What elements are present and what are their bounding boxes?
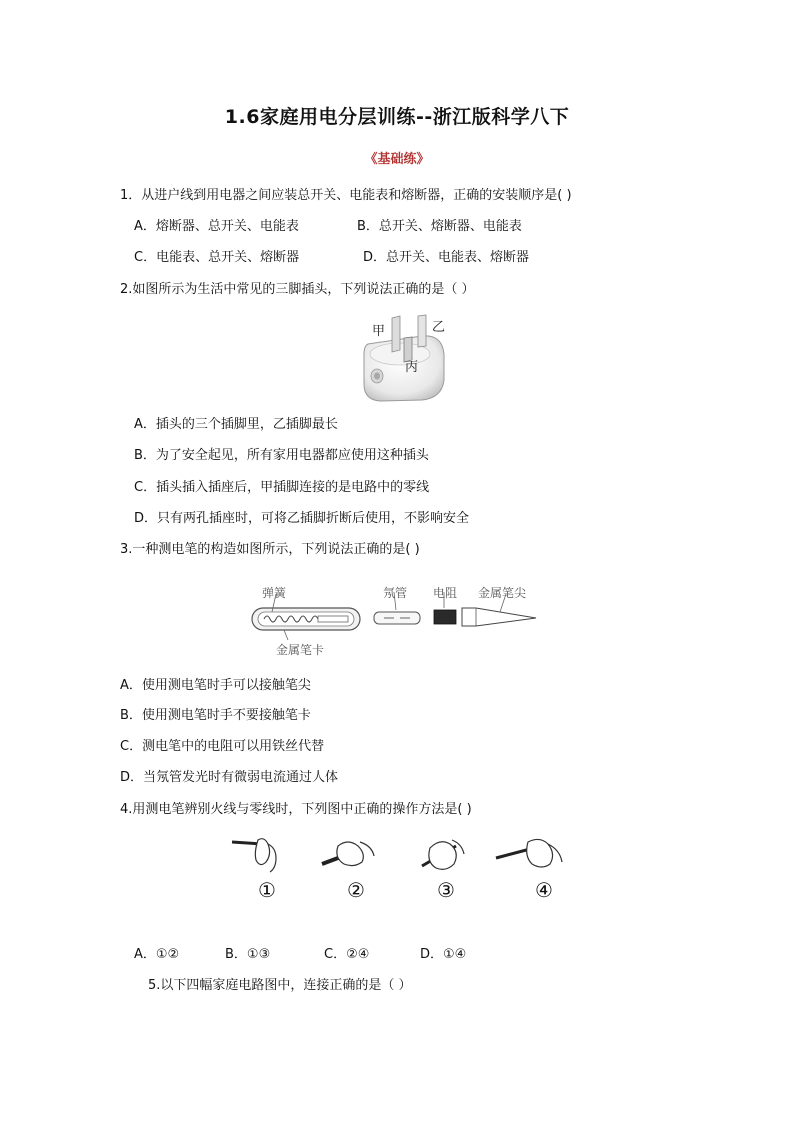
question-3-option-c: C．测电笔中的电阻可以用铁丝代替 (120, 739, 325, 754)
question-2-option-a: A．插头的三个插脚里，乙插脚最长 (134, 417, 338, 432)
question-4-stem: 4.用测电笔辨别火线与零线时，下列图中正确的操作方法是( ) (120, 802, 472, 817)
question-2-stem: 2.如图所示为生活中常见的三脚插头，下列说法正确的是（ ） (120, 282, 475, 297)
plug-label-bing: 丙 (405, 360, 419, 375)
section-heading: 《基础练》 (364, 152, 430, 167)
question-2-option-c: C．插头插入插座后，甲插脚连接的是电路中的零线 (134, 480, 430, 495)
figure-label-4: ④ (535, 878, 553, 902)
figure-label-1: ① (258, 878, 276, 902)
question-4-option-a: A．①② (134, 947, 180, 962)
plug-label-jia: 甲 (372, 324, 386, 339)
figure-label-3: ③ (437, 878, 455, 902)
question-4-option-b: B．①③ (225, 947, 271, 962)
question-5-stem: 5.以下四幅家庭电路图中，连接正确的是（ ） (148, 978, 412, 993)
pen-label-spring: 弹簧 (262, 586, 287, 600)
hand-pen-figure-2 (322, 842, 374, 866)
question-1-option-a: A．熔断器、总开关、电能表 (134, 219, 299, 234)
question-3-option-d: D．当氖管发光时有微弱电流通过人体 (120, 770, 339, 785)
plug-label-yi: 乙 (432, 320, 446, 335)
question-1-stem: 1．从进户线到用电器之间应装总开关、电能表和熔断器，正确的安装顺序是( ) (120, 188, 572, 203)
pen-label-resistor: 电阻 (433, 586, 458, 600)
question-4-option-d: D．①④ (420, 947, 467, 962)
question-4-option-c: C．②④ (324, 947, 370, 962)
question-1-option-b: B．总开关、熔断器、电能表 (357, 219, 522, 234)
pen-label-neon-tube: 氖管 (383, 586, 408, 600)
hand-pen-illustrations (230, 832, 570, 876)
question-2-option-d: D．只有两孔插座时，可将乙插脚折断后使用，不影响安全 (134, 511, 470, 526)
question-3-option-a: A．使用测电笔时手可以接触笔尖 (120, 678, 311, 693)
question-3-stem: 3.一种测电笔的构造如图所示，下列说法正确的是( ) (120, 542, 420, 557)
hand-pen-figures (230, 832, 570, 876)
question-1-option-d: D．总开关、电能表、熔断器 (363, 250, 530, 265)
question-2-option-b: B．为了安全起见，所有家用电器都应使用这种插头 (134, 448, 429, 463)
pen-label-metal-clip: 金属笔卡 (276, 643, 325, 657)
hand-pen-figure-1 (232, 839, 276, 872)
figure-label-2: ② (347, 878, 365, 902)
hand-pen-figure-4 (496, 839, 562, 867)
hand-pen-figure-3 (422, 840, 464, 869)
pen-label-metal-tip: 金属笔尖 (478, 586, 527, 600)
question-1-option-c: C．电能表、总开关、熔断器 (134, 250, 300, 265)
page-title: 1.6家庭用电分层训练--浙江版科学八下 (224, 106, 570, 128)
question-3-option-b: B．使用测电笔时手不要接触笔卡 (120, 708, 311, 723)
